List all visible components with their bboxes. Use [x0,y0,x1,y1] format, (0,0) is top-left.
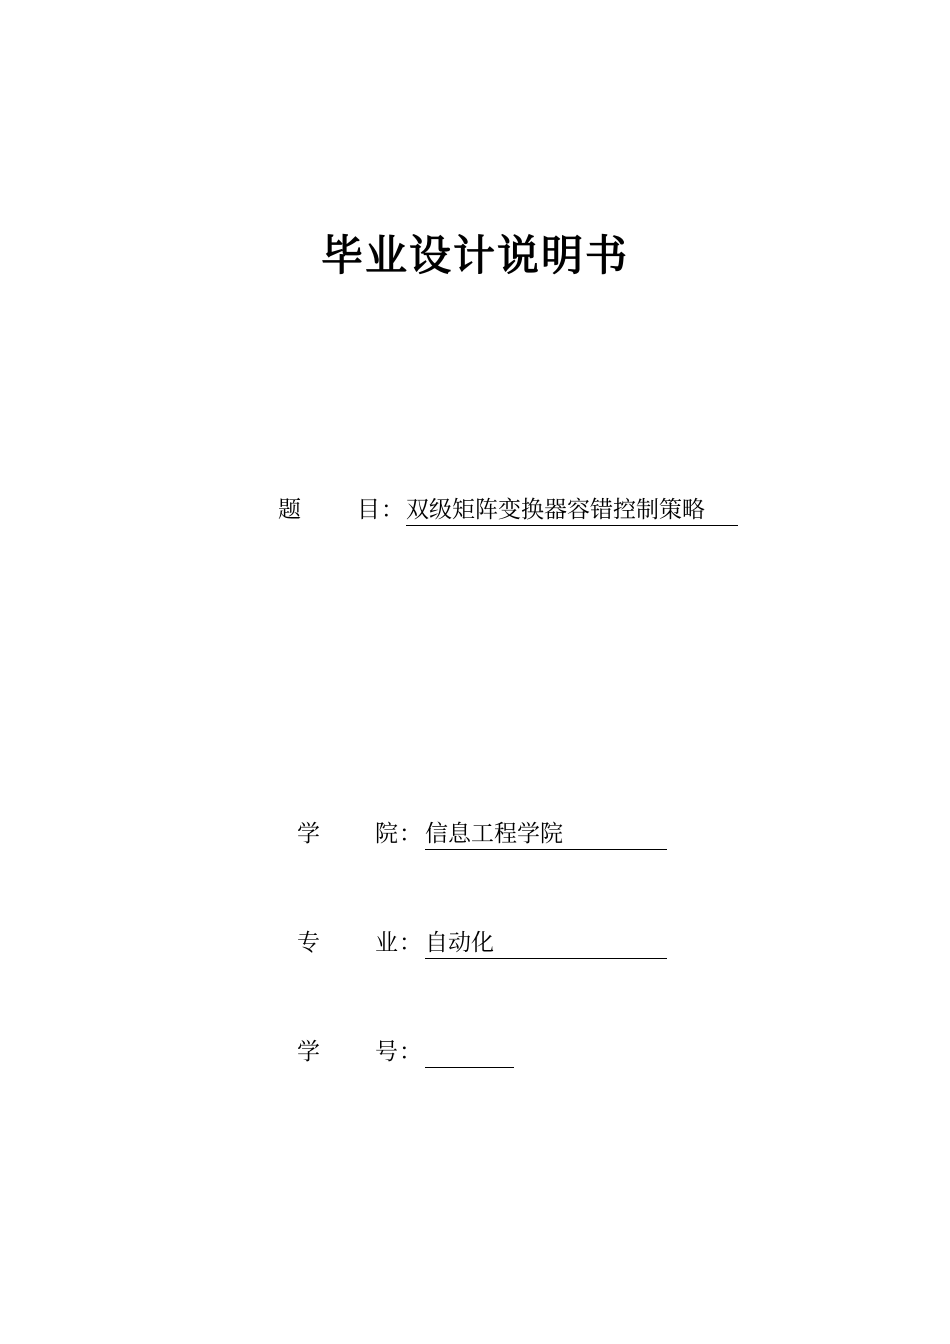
major-value: 自动化 [425,927,667,959]
student-id-value [425,1036,514,1068]
college-colon: ： [399,821,422,847]
student-id-label-first: 学 [297,1039,320,1065]
student-id-field [0,1036,950,1068]
major-field [0,927,950,959]
topic-colon: ： [381,497,404,523]
major-label-second: 业 [375,930,398,956]
student-id-label-second: 号 [375,1039,398,1065]
college-label-first: 学 [297,821,320,847]
college-value: 信息工程学院 [425,818,667,850]
college-label-second: 院 [375,821,398,847]
topic-field [0,494,950,526]
topic-label-first: 题 [278,497,301,523]
topic-value: 双级矩阵变换器容错控制策略 [406,494,738,526]
student-id-colon: ： [399,1039,422,1065]
document-title: 毕业设计说明书 [320,231,629,280]
topic-label-second: 目 [357,497,380,523]
major-label-first: 专 [297,930,320,956]
college-field [0,818,950,850]
major-colon: ： [399,930,422,956]
